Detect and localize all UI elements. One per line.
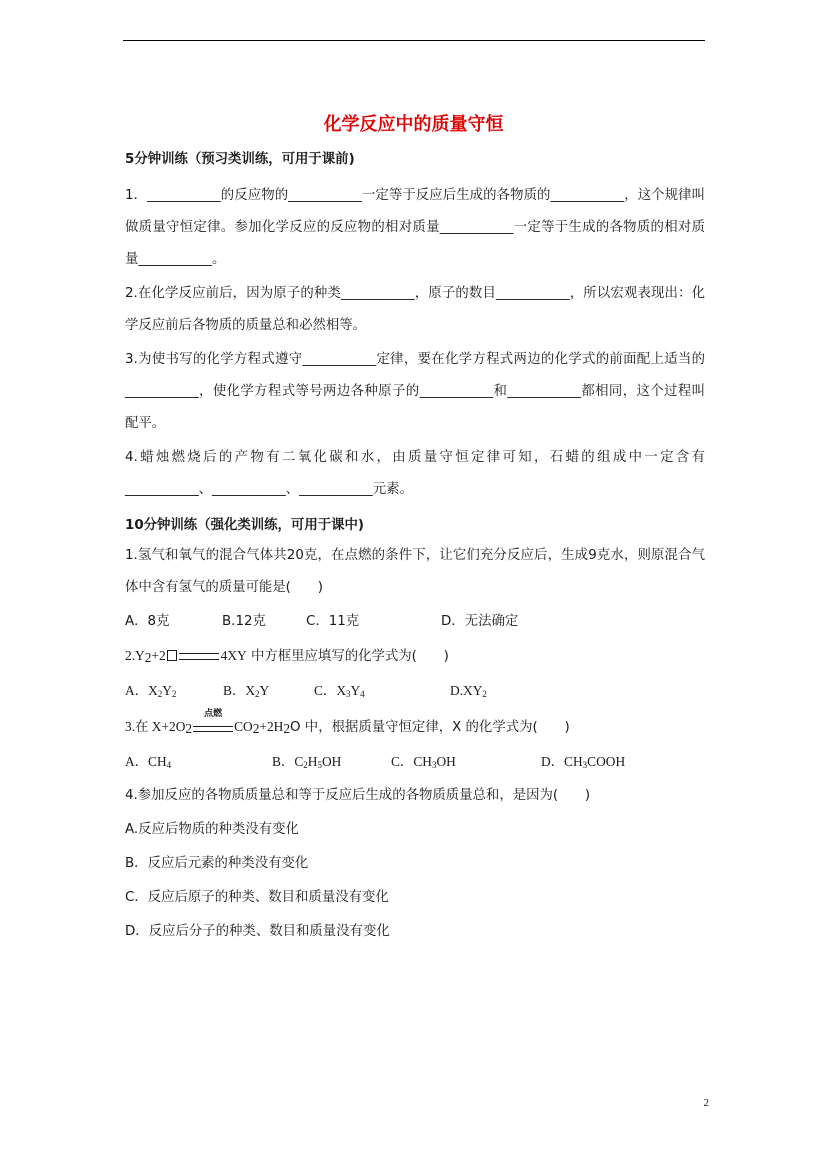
equals-sign <box>179 653 219 660</box>
option-c: C．$X_3Y_4$ <box>314 683 365 699</box>
question-4: 4.蜡烛燃烧后的产物有二氧化碳和水，由质量守恒定律可知，石蜡的组成中一定含有___________、___________、___________元素。 <box>125 450 705 497</box>
exercise-3: 3.在 $X+2O_2$ 点燃 $CO_2+2H_2O$ 中，根据质量守恒定律，X 的化学式为( ) <box>125 709 570 736</box>
exercise-4-option-b: B．反应后元素的种类没有变化 <box>125 856 309 871</box>
exercise-4: 4.参加反应的各物质质量总和等于反应后生成的各物质质量总和，是因为( ) <box>125 788 591 803</box>
exercise-4-option-a: A.反应后物质的种类没有变化 <box>125 822 299 837</box>
question-1: 1．___________的反应物的___________一定等于反应后生成的各物质的___________，这个规律叫做质量守恒定律。参加化学反应的反应物的相对质量___________一定等于生成的各物质的相对质量___________。 <box>125 188 705 267</box>
exercise-1: 1.氢气和氧气的混合气体共20克，在点燃的条件下，让它们充分反应后，生成9克水，则原混合气体中含有氢气的质量可能是( ) <box>125 548 705 595</box>
content <box>125 148 705 950</box>
blank-box <box>167 650 177 661</box>
option-a: A．$CH_4$ <box>125 754 172 770</box>
option-c: C．$CH_3OH$ <box>391 754 456 770</box>
option-b: B．$X_2Y$ <box>223 683 270 699</box>
exercise-2-options <box>125 675 705 707</box>
option-d: D．$CH_3COOH$ <box>541 754 626 770</box>
question-3: 3.为使书写的化学方程式遵守___________定律，要在化学方程式两边的化学式的前面配上适当的___________，使化学方程式等号两边各种原子的___________和___________都相同，这个过程叫配平。 <box>125 352 705 431</box>
option-a: A．$X_2Y_2$ <box>125 683 177 699</box>
option-d: $D.XY_2$ <box>450 683 487 699</box>
option-b: B.12克 <box>222 614 266 629</box>
section-heading-10min: 10分钟训练（强化类训练，可用于课中) <box>125 518 365 533</box>
section-heading-5min: 5分钟训练（预习类训练，可用于课前) <box>125 152 355 167</box>
exercise-2: $2.Y_2+2$ 4XY 中方框里应填写的化学式为( ) <box>125 648 449 665</box>
page-number: 2 <box>703 1097 709 1109</box>
option-b: B．$C_2H_5OH$ <box>272 754 342 770</box>
exercise-4-option-d: D．反应后分子的种类、数目和质量没有变化 <box>125 924 390 939</box>
question-2: 2.在化学反应前后，因为原子的种类___________，原子的数目___________，所以宏观表现出：化学反应前后各物质的质量总和必然相等。 <box>125 286 705 333</box>
option-a: A．8克 <box>125 614 170 629</box>
exercise-1-options <box>125 606 705 638</box>
exercise-3-options <box>125 746 705 778</box>
option-c: C．11克 <box>306 614 360 629</box>
reaction-condition: 点燃 <box>204 709 223 719</box>
header-rule <box>123 40 705 41</box>
option-d: D．无法确定 <box>441 614 519 629</box>
exercise-4-option-c: C．反应后原子的种类、数目和质量没有变化 <box>125 890 389 905</box>
reaction-arrow <box>193 709 233 734</box>
page-title: 化学反应中的质量守恒 <box>323 114 504 135</box>
